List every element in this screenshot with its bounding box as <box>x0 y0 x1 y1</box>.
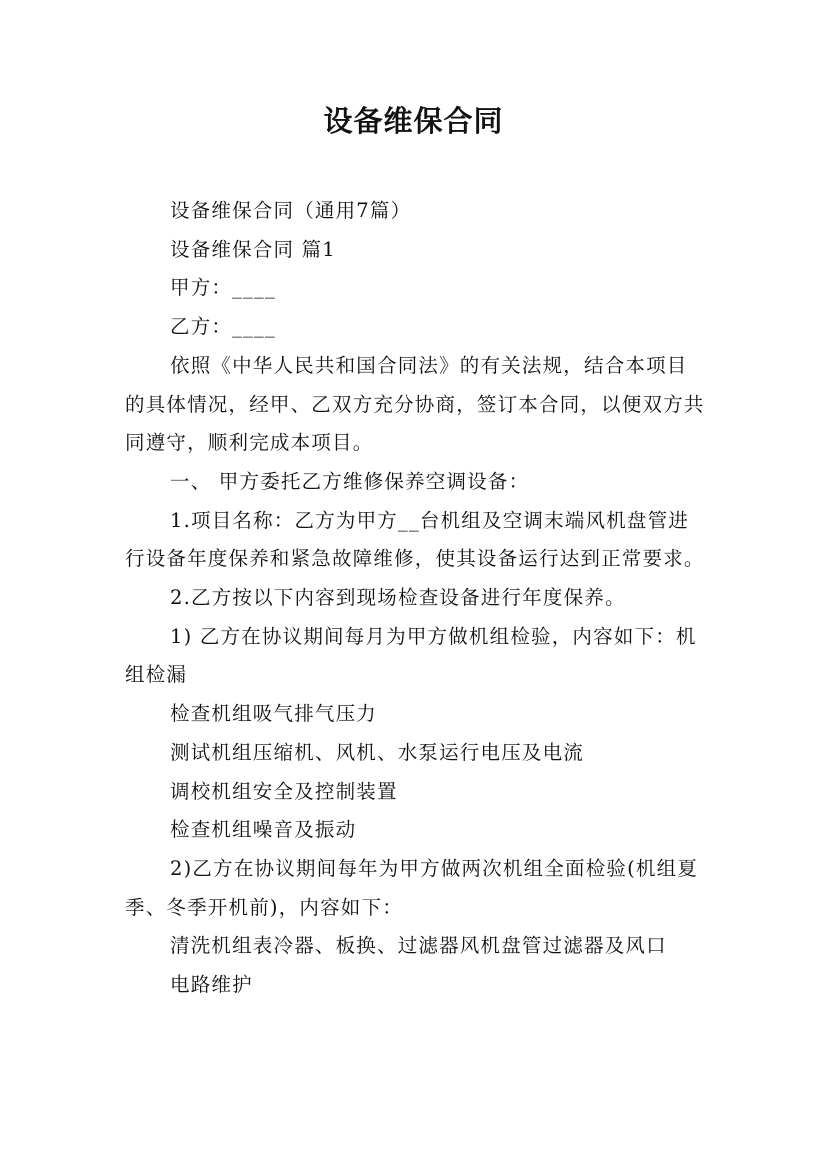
paragraph-party-a: 甲方：____ <box>170 276 276 300</box>
paragraph-monthly-check: 1) 乙方在协议期间每月为甲方做机组检验，内容如下：机组检漏 <box>125 624 697 687</box>
paragraph-biannual-check: 2)乙方在协议期间每年为甲方做两次机组全面检验(机组夏季、冬季开机前)，内容如下： <box>125 856 699 919</box>
paragraph-maintenance-intro: 2.乙方按以下内容到现场检查设备进行年度保养。 <box>170 586 626 610</box>
list-item-voltage-test: 测试机组压缩机、风机、水泵运行电压及电流 <box>170 740 585 764</box>
paragraph-party-b: 乙方：____ <box>170 315 276 339</box>
paragraph-preamble: 依照《中华人民共和国合同法》的有关法规，结合本项目的具体情况，经甲、乙双方充分协商，签订本合同，以便双方共同遵守，顺利完成本项目。 <box>125 353 705 455</box>
paragraph-subtitle: 设备维保合同（通用7篇） <box>170 199 412 222</box>
list-item-pressure-check: 检查机组吸气排气压力 <box>170 702 378 726</box>
paragraph-project-name: 1.项目名称：乙方为甲方__台机组及空调末端风机盘管进行设备年度保养和紧急故障维修，使其设备运行达到正常要求。 <box>125 508 705 571</box>
list-item-noise-check: 检查机组噪音及振动 <box>170 818 357 842</box>
document-body <box>125 192 707 1005</box>
paragraph-clause-1: 一、 甲方委托乙方维修保养空调设备： <box>170 469 530 493</box>
paragraph-section-heading: 设备维保合同 篇1 <box>170 237 336 261</box>
list-item-circuit-maintenance: 电路维护 <box>170 973 253 997</box>
list-item-safety-calibration: 调校机组安全及控制装置 <box>170 779 398 803</box>
document-title: 设备维保合同 <box>323 104 504 138</box>
list-item-cleaning: 清洗机组表冷器、板换、过滤器风机盘管过滤器及风口 <box>170 934 667 958</box>
